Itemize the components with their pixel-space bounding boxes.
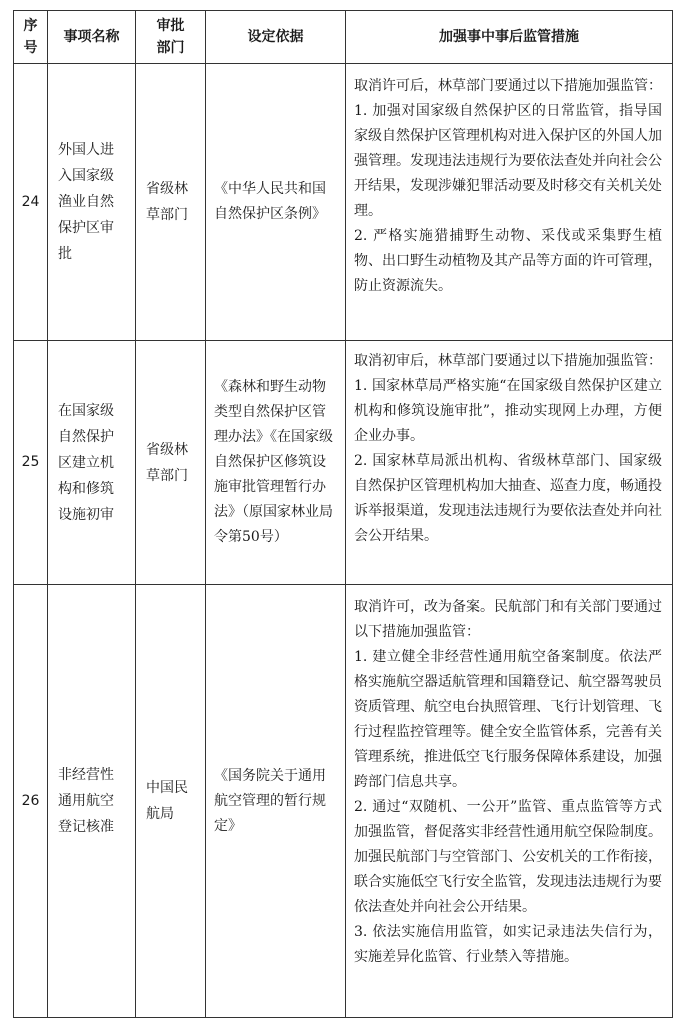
measure-intro: 取消许可后，林草部门要通过以下措施加强监管： <box>354 78 662 94</box>
header-basis: 设定依据 <box>206 11 346 64</box>
header-index: 序 号 <box>14 11 48 64</box>
row-item-name: 非经营性通用航空登记核准 <box>48 585 136 1018</box>
row-department: 中国民航局 <box>136 585 206 1018</box>
measure-item: 3. 依法实施信用监管，如实记录违法失信行为，实施差异化监管、行业禁入等措施。 <box>354 924 662 965</box>
header-item-name: 事项名称 <box>48 11 136 64</box>
header-row <box>14 11 673 64</box>
measure-intro: 取消初审后，林草部门要通过以下措施加强监管： <box>354 353 662 369</box>
row-measures <box>346 64 673 341</box>
regulation-table-container <box>13 10 672 1018</box>
row-index: 25 <box>14 341 48 585</box>
table-row <box>14 341 673 585</box>
measure-item: 2. 国家林草局派出机构、省级林草部门、国家级自然保护区管理机构加大抽查、巡查力度，畅通投诉举报渠道，发现违法违规行为要依法查处并向社会公开结果。 <box>354 453 662 544</box>
table-row <box>14 64 673 341</box>
measure-intro: 取消许可，改为备案。民航部门和有关部门要通过以下措施加强监管： <box>354 599 662 640</box>
row-index: 24 <box>14 64 48 341</box>
table-body <box>14 64 673 1018</box>
row-department: 省级林草部门 <box>136 341 206 585</box>
header-department: 审批 部门 <box>136 11 206 64</box>
header-measures: 加强事中事后监管措施 <box>346 11 673 64</box>
row-index: 26 <box>14 585 48 1018</box>
row-measures <box>346 585 673 1018</box>
table-row <box>14 585 673 1018</box>
table-header <box>14 11 673 64</box>
regulation-table <box>13 10 673 1018</box>
measure-item: 2. 通过“双随机、一公开”监管、重点监管等方式加强监管，督促落实非经营性通用航空保险制度。加强民航部门与空管部门、公安机关的工作衔接，联合实施低空飞行安全监管，发现违法违规行为要依法查处并向社会公开结果。 <box>354 799 662 915</box>
row-department: 省级林草部门 <box>136 64 206 341</box>
row-item-name: 外国人进入国家级渔业自然保护区审批 <box>48 64 136 341</box>
row-measures <box>346 341 673 585</box>
row-basis: 《中华人民共和国自然保护区条例》 <box>206 64 346 341</box>
row-basis: 《森林和野生动物类型自然保护区管理办法》《在国家级自然保护区修筑设施审批管理暂行办法》（原国家林业局令第50号） <box>206 341 346 585</box>
measure-item: 1. 加强对国家级自然保护区的日常监管，指导国家级自然保护区管理机构对进入保护区的外国人加强管理。发现违法违规行为要依法查处并向社会公开结果，发现涉嫌犯罪活动要及时移交有关机关处理。 <box>354 103 662 219</box>
measure-item: 1. 国家林草局严格实施“在国家级自然保护区建立机构和修筑设施审批”，推动实现网上办理，方便企业办事。 <box>354 378 662 444</box>
measure-item: 1. 建立健全非经营性通用航空备案制度。依法严格实施航空器适航管理和国籍登记、航空器驾驶员资质管理、航空电台执照管理、飞行计划管理、飞行过程监控管理等。健全安全监管体系，完善有关管理系统，推进低空飞行服务保障体系建设，加强跨部门信息共享。 <box>354 649 662 790</box>
row-item-name: 在国家级自然保护区建立机构和修筑设施初审 <box>48 341 136 585</box>
measure-item: 2. 严格实施猎捕野生动物、采伐或采集野生植物、出口野生动植物及其产品等方面的许可管理，防止资源流失。 <box>354 228 662 294</box>
row-basis: 《国务院关于通用航空管理的暂行规定》 <box>206 585 346 1018</box>
